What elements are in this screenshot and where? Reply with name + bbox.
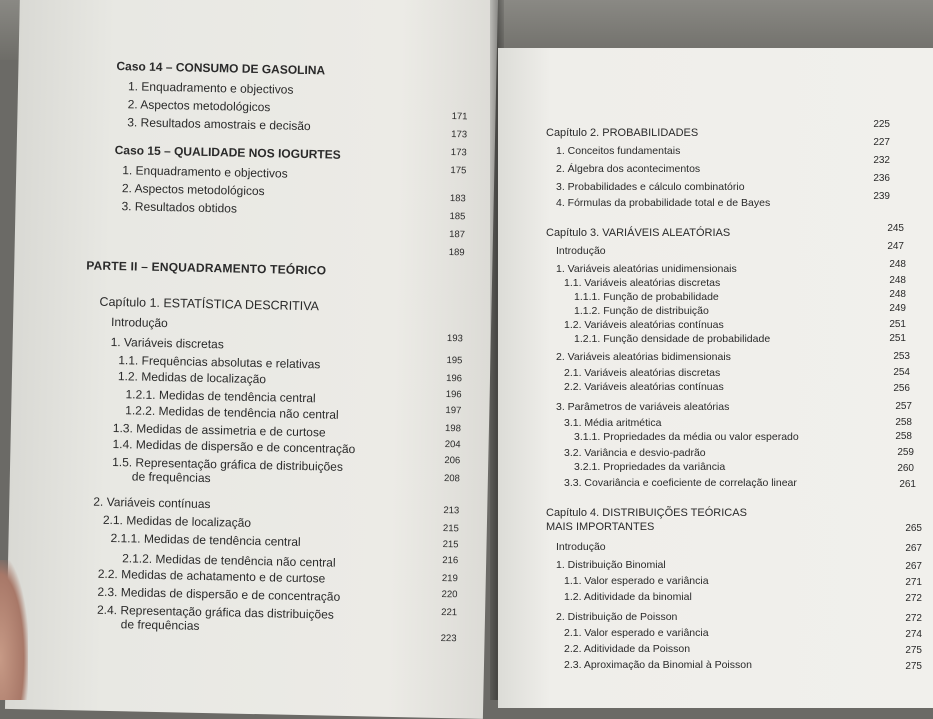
- toc-entry: 2.1. Variáveis aleatórias discretas: [564, 367, 721, 379]
- page-number: 189: [448, 247, 465, 259]
- toc-entry: 1. Conceitos fundamentais: [556, 145, 681, 157]
- toc-entry: 4. Fórmulas da probabilidade total e de Bayes: [556, 197, 771, 209]
- page-number: 271: [905, 577, 922, 588]
- toc-entry: 2.1. Valor esperado e variância: [564, 627, 709, 639]
- page-number: 275: [905, 645, 922, 656]
- page-number: 248: [889, 259, 906, 270]
- toc-entry: 3.1. Média aritmética: [564, 417, 662, 429]
- toc-entry: 3.2.1. Propriedades da variância: [574, 461, 726, 473]
- toc-entry: Introdução: [556, 245, 606, 257]
- page-number: 256: [893, 383, 910, 394]
- page-number: 204: [444, 438, 461, 451]
- page-number: 216: [442, 554, 459, 567]
- toc-entry: 3.2. Variância e desvio-padrão: [564, 447, 706, 459]
- toc-entry: 1.1. Frequências absolutas e relativas: [118, 353, 321, 372]
- page-number: 183: [449, 193, 466, 205]
- toc-entry: 3. Parâmetros de variáveis aleatórias: [556, 401, 730, 413]
- page-number: 274: [905, 629, 922, 640]
- page-number: 248: [889, 275, 906, 286]
- page-number: 236: [873, 173, 890, 184]
- toc-entry: 2.2. Variáveis aleatórias contínuas: [564, 381, 724, 393]
- toc-entry: 2.2. Medidas de achatamento e de curtose: [97, 566, 326, 586]
- page-number: 196: [445, 389, 462, 401]
- chapter-title: Capítulo 2. PROBABILIDADES: [546, 127, 699, 139]
- toc-entry: 2. Aspectos metodológicos: [121, 181, 265, 199]
- page-number: 275: [905, 661, 922, 672]
- toc-entry: 1.2. Variáveis aleatórias contínuas: [564, 319, 724, 331]
- toc-entry: 2. Variáveis contínuas: [93, 494, 211, 512]
- page-number: 259: [897, 447, 914, 458]
- chapter-title: Capítulo 1. ESTATÍSTICA DESCRITIVA: [99, 294, 320, 314]
- page-number: 171: [451, 111, 468, 123]
- page-number: 206: [444, 454, 461, 467]
- toc-entry: 1.1.1. Função de probabilidade: [574, 291, 719, 303]
- page-number: 197: [445, 404, 462, 417]
- toc-entry: 2.1. Medidas de localização: [102, 512, 252, 530]
- page-number: 251: [889, 319, 906, 330]
- toc-entry: 1. Enquadramento e objectivos: [127, 79, 294, 97]
- page-number: 253: [893, 351, 910, 362]
- page-number: 249: [889, 303, 906, 314]
- toc-entry: 3. Probabilidades e cálculo combinatório: [556, 181, 745, 193]
- toc-entry: 3.3. Covariância e coeficiente de correlação linear: [564, 477, 797, 489]
- toc-entry: 1.2. Medidas de localização: [117, 369, 267, 387]
- page-number: 173: [450, 147, 467, 159]
- toc-entry: 3. Resultados obtidos: [121, 199, 238, 216]
- toc-entry: 1. Enquadramento e objectivos: [122, 163, 288, 181]
- toc-entry: 2.2. Aditividade da Poisson: [564, 643, 691, 655]
- page-number: 225: [873, 119, 890, 130]
- page-number: 219: [441, 572, 458, 585]
- toc-entry-continuation: de frequências: [120, 617, 200, 633]
- page-number: 267: [905, 561, 922, 572]
- caso15-title: Caso 15 – QUALIDADE NOS IOGURTES: [114, 143, 341, 162]
- toc-entry: 2.1.2. Medidas de tendência não central: [122, 551, 336, 570]
- finger-edge: [0, 560, 28, 700]
- toc-entry: 2.4. Representação gráfica das distribuições: [96, 602, 334, 622]
- toc-entry: Introdução: [110, 314, 168, 331]
- page-number: 215: [442, 538, 459, 551]
- toc-entry: 2.1.1. Medidas de tendência central: [110, 531, 301, 549]
- toc-entry: 1.2.2. Medidas de tendência não central: [125, 403, 339, 422]
- page-number: 195: [446, 355, 463, 367]
- caso14-title: Caso 14 – CONSUMO DE GASOLINA: [116, 59, 326, 78]
- toc-entry-continuation: de frequências: [131, 469, 211, 486]
- toc-entry: 1.2. Aditividade da binomial: [564, 591, 692, 603]
- page-number: 248: [889, 289, 906, 300]
- toc-entry: 1.4. Medidas de dispersão e de concentração: [112, 437, 356, 457]
- page-number: 251: [889, 333, 906, 344]
- toc-entry: 2.3. Medidas de dispersão e de concentração: [97, 584, 341, 604]
- toc-entry: Introdução: [556, 541, 606, 553]
- page-number: 258: [895, 417, 912, 428]
- toc-entry: 1.5. Representação gráfica de distribuições: [112, 455, 344, 474]
- page-number: 260: [897, 463, 914, 474]
- toc-entry: 1.3. Medidas de assimetria e de curtose: [112, 421, 326, 440]
- part-title: PARTE II – ENQUADRAMENTO TEÓRICO: [86, 258, 327, 278]
- page-number: 220: [441, 588, 458, 601]
- toc-entry: 2. Variáveis aleatórias bidimensionais: [556, 351, 731, 363]
- page-number: 223: [440, 632, 457, 645]
- toc-entry: 1. Variáveis aleatórias unidimensionais: [556, 263, 737, 275]
- toc-entry: 2.3. Aproximação da Binomial à Poisson: [564, 659, 752, 671]
- toc-entry: 1.1. Valor esperado e variância: [564, 575, 709, 587]
- page-number: 227: [873, 137, 890, 148]
- page-number: 272: [905, 613, 922, 624]
- page-number: 261: [899, 479, 916, 490]
- page-number: 267: [905, 543, 922, 554]
- page-number: 173: [451, 129, 468, 141]
- toc-entry: 1.2.1. Função densidade de probabilidade: [574, 333, 771, 345]
- page-number: 245: [887, 223, 904, 234]
- page-number: 198: [444, 422, 462, 435]
- toc-entry: 3.1.1. Propriedades da média ou valor esperado: [574, 431, 799, 443]
- page-number: 232: [873, 155, 890, 166]
- page-number: 208: [443, 472, 461, 485]
- toc-entry: 2. Aspectos metodológicos: [127, 97, 271, 115]
- left-page: [5, 0, 498, 719]
- page-number: 221: [441, 606, 458, 619]
- page-number: 247: [887, 241, 904, 252]
- chapter-title: Capítulo 4. DISTRIBUIÇÕES TEÓRICAS: [546, 507, 747, 519]
- chapter-title-continuation: MAIS IMPORTANTES: [546, 521, 655, 533]
- toc-entry: 1.1. Variáveis aleatórias discretas: [564, 277, 721, 289]
- toc-entry: 2. Álgebra dos acontecimentos: [556, 163, 701, 175]
- page-number: 258: [895, 431, 912, 442]
- page-number: 185: [449, 211, 466, 223]
- page-number: 272: [905, 593, 922, 604]
- page-number: 187: [449, 229, 466, 241]
- toc-entry: 1. Variáveis discretas: [110, 334, 224, 352]
- toc-entry: 1.2.1. Medidas de tendência central: [125, 387, 316, 406]
- page-number: 175: [450, 165, 467, 177]
- page-number: 239: [873, 191, 890, 202]
- toc-entry: 1. Distribuição Binomial: [556, 559, 666, 571]
- page-number: 193: [446, 333, 463, 345]
- chapter-title: Capítulo 3. VARIÁVEIS ALEATÓRIAS: [546, 227, 731, 239]
- page-number: 196: [446, 373, 463, 385]
- toc-entry: 1.1.2. Função de distribuição: [574, 305, 709, 317]
- page-number: 257: [895, 401, 912, 412]
- page-number: 254: [893, 367, 910, 378]
- toc-entry: 2. Distribuição de Poisson: [556, 611, 678, 623]
- page-number: 265: [905, 523, 922, 534]
- right-page: [498, 48, 933, 708]
- page-number: 215: [442, 522, 459, 535]
- toc-entry: 3. Resultados amostrais e decisão: [127, 115, 311, 134]
- page-number: 213: [443, 504, 460, 517]
